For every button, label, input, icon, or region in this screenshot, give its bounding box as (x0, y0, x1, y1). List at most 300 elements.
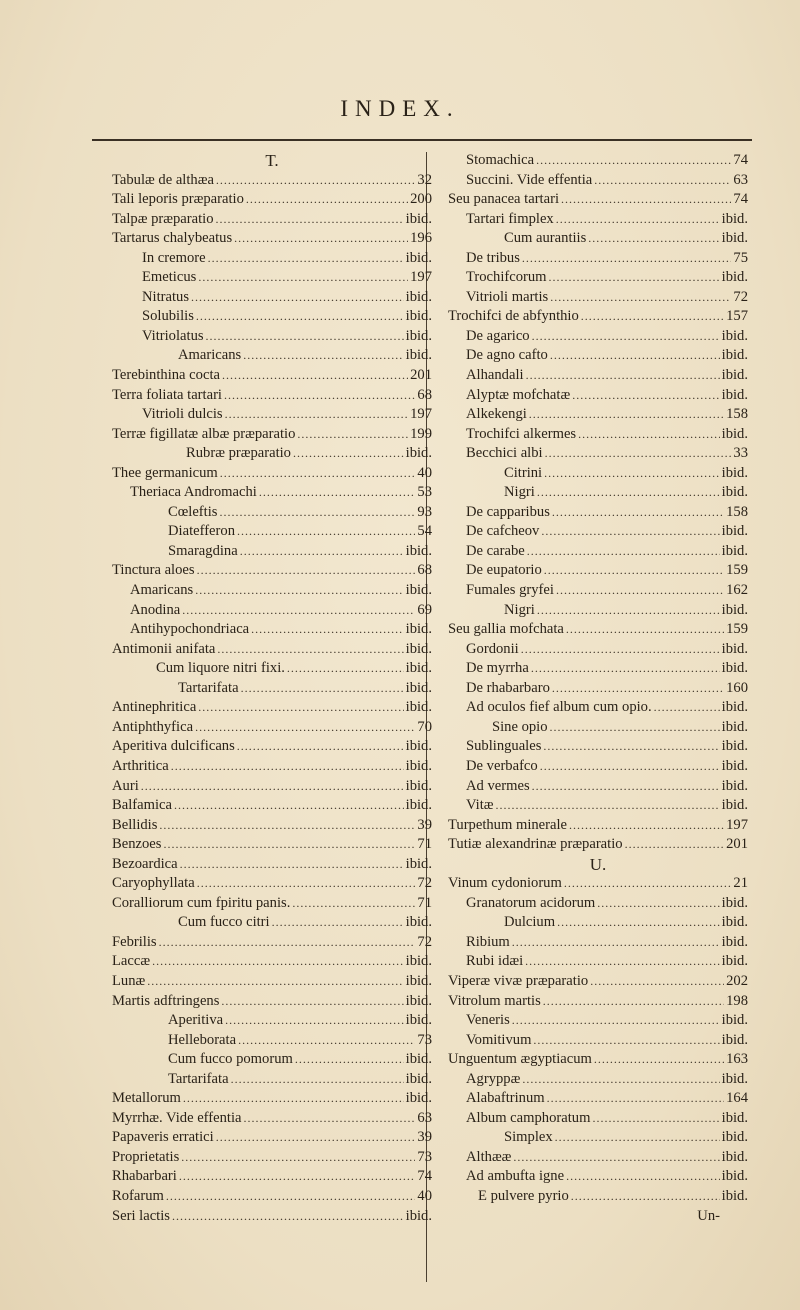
entry-term: De verbafco (466, 757, 538, 774)
entry-page: 159 (726, 621, 748, 638)
entry-term: In cremore (142, 249, 206, 266)
dot-leader (529, 405, 724, 425)
entry-page: 72 (733, 288, 748, 305)
dot-leader (221, 992, 403, 1012)
dot-leader (544, 464, 720, 484)
section-letter-label: T. (265, 151, 279, 170)
index-entry (448, 1167, 748, 1187)
dot-leader (183, 1089, 404, 1109)
entry-page: ibid. (405, 1051, 432, 1068)
dot-leader (522, 249, 731, 269)
index-entry (448, 777, 748, 797)
entry-page: ibid. (405, 1070, 432, 1087)
index-entry (448, 1089, 748, 1109)
entry-term: Granatorum acidorum (466, 894, 596, 911)
dot-leader (159, 816, 415, 836)
entry-page: ibid. (405, 542, 432, 559)
index-entry (448, 796, 748, 816)
left-column (112, 151, 432, 1226)
entry-term: Helleborata (168, 1031, 237, 1048)
index-entry (112, 1148, 432, 1168)
dot-leader (297, 425, 408, 445)
index-entry (112, 444, 432, 464)
index-entry (448, 190, 748, 210)
index-entry (448, 972, 748, 992)
entry-page: ibid. (405, 797, 432, 814)
entry-term: Emeticus (142, 269, 197, 286)
dot-leader (225, 1011, 404, 1031)
index-entry (112, 229, 432, 249)
index-entry (112, 1207, 432, 1227)
dot-leader (566, 620, 724, 640)
entry-page: 40 (417, 464, 432, 481)
index-entry (112, 796, 432, 816)
dot-leader (531, 659, 720, 679)
index-entry (112, 718, 432, 738)
index-entry (112, 581, 432, 601)
dot-leader (496, 796, 720, 816)
entry-page: 73 (417, 1148, 432, 1165)
dot-leader (513, 1148, 719, 1168)
entry-page: ibid. (721, 718, 748, 735)
index-entry (448, 1109, 748, 1129)
entry-term: Nigri (504, 484, 535, 501)
dot-leader (180, 855, 404, 875)
dot-leader (181, 1148, 415, 1168)
entry-term: Ad ambufta igne (466, 1168, 565, 1185)
dot-leader (259, 483, 416, 503)
entry-page: 53 (417, 484, 432, 501)
entry-term: De agarico (466, 327, 530, 344)
index-entry (448, 1070, 748, 1090)
index-entry (112, 601, 432, 621)
dot-leader (216, 171, 415, 191)
dot-leader (234, 229, 408, 249)
dot-leader (522, 1070, 719, 1090)
index-entry (448, 561, 748, 581)
entry-term: Vitriolatus (142, 327, 204, 344)
index-entry (448, 1128, 748, 1148)
index-entry (448, 1187, 748, 1207)
entry-page: 197 (726, 816, 748, 833)
entry-term: Trochifci de abfynthio (448, 308, 579, 325)
entry-term: De capparibus (466, 503, 550, 520)
index-entry (112, 405, 432, 425)
index-entry (112, 952, 432, 972)
index-entry (448, 737, 748, 757)
dot-leader (544, 561, 724, 581)
dot-leader (246, 190, 408, 210)
entry-page: ibid. (721, 1168, 748, 1185)
entry-page: ibid. (721, 367, 748, 384)
entry-term: Viperæ vivæ præparatio (448, 972, 589, 989)
dot-leader (537, 483, 720, 503)
entry-page: 74 (417, 1168, 432, 1185)
dot-leader (556, 581, 724, 601)
entry-page: ibid. (721, 523, 748, 540)
index-entry (112, 620, 432, 640)
dot-leader (179, 1167, 416, 1187)
entry-term: Terra foliata tartari (112, 386, 222, 403)
index-entry (112, 522, 432, 542)
entry-page: ibid. (405, 288, 432, 305)
entry-page: ibid. (721, 933, 748, 950)
dot-leader (569, 816, 724, 836)
entry-page: ibid. (721, 425, 748, 442)
index-entry (448, 151, 748, 171)
index-entry (448, 464, 748, 484)
entry-page: ibid. (405, 621, 432, 638)
dot-leader (552, 503, 724, 523)
entry-term: Tartarus chalybeatus (112, 230, 233, 247)
dot-leader (224, 386, 415, 406)
entry-page: 201 (410, 367, 432, 384)
index-entry (448, 933, 748, 953)
entry-term: Tutiæ alexandrinæ præparatio (448, 836, 623, 853)
index-entry (112, 464, 432, 484)
entry-term: Amaricans (130, 582, 194, 599)
entry-page: ibid. (721, 386, 748, 403)
dot-leader (581, 307, 724, 327)
index-entry (112, 503, 432, 523)
entry-page: ibid. (721, 269, 748, 286)
index-entry (448, 874, 748, 894)
dot-leader (237, 522, 415, 542)
entry-page: 75 (733, 249, 748, 266)
dot-leader (537, 601, 720, 621)
entry-term: Althææ (466, 1148, 512, 1165)
entry-term: Alyptæ mofchatæ (466, 386, 571, 403)
entry-term: De eupatorio (466, 562, 542, 579)
index-entry (112, 1070, 432, 1090)
dot-leader (541, 522, 719, 542)
dot-leader (564, 874, 732, 894)
entry-term: Turpethum minerale (448, 816, 568, 833)
entry-page: ibid. (721, 640, 748, 657)
entry-page: ibid. (405, 1012, 432, 1029)
entry-page: ibid. (721, 914, 748, 931)
index-entry (448, 483, 748, 503)
entry-term: Nigri (504, 601, 535, 618)
entry-term: Vitæ (466, 797, 494, 814)
entry-term: Lunæ (112, 972, 146, 989)
entry-term: Cum liquore nitri fixi. (156, 660, 285, 677)
entry-term: Martis adftringens (112, 992, 220, 1009)
entry-page: ibid. (405, 327, 432, 344)
index-entry (448, 952, 748, 972)
dot-leader (222, 366, 408, 386)
entry-page: 202 (726, 972, 748, 989)
entry-term: Papaveris erratici (112, 1129, 214, 1146)
dot-leader (556, 210, 720, 230)
entry-page: 39 (417, 816, 432, 833)
entry-page: 163 (726, 1051, 748, 1068)
dot-leader (171, 757, 404, 777)
entry-term: De myrrha (466, 660, 529, 677)
entry-term: De rhabarbaro (466, 679, 550, 696)
entry-page: ibid. (721, 797, 748, 814)
entry-page: 197 (410, 269, 432, 286)
entry-term: Bezoardica (112, 855, 178, 872)
index-entry (112, 933, 432, 953)
index-entry (112, 992, 432, 1012)
dot-leader (198, 268, 408, 288)
entry-term: Thee germanicum (112, 464, 218, 481)
index-entry (448, 327, 748, 347)
dot-leader (594, 1050, 724, 1070)
index-entry (448, 522, 748, 542)
entry-term: Aperitiva (168, 1012, 224, 1029)
index-entry (112, 1167, 432, 1187)
dot-leader (216, 1128, 416, 1148)
entry-page: 157 (726, 308, 748, 325)
dot-leader (594, 171, 731, 191)
entry-page: ibid. (405, 308, 432, 325)
index-entry (112, 386, 432, 406)
dot-leader (195, 718, 415, 738)
index-entry (112, 1031, 432, 1051)
entry-term: Becchici albi (466, 445, 543, 462)
entry-term: Trochifcorum (466, 269, 547, 286)
entry-page: 39 (417, 1129, 432, 1146)
dot-leader (159, 933, 416, 953)
index-entry (112, 346, 432, 366)
dot-leader (540, 757, 720, 777)
entry-term: Terebinthina cocta (112, 367, 220, 384)
entry-term: Metallorum (112, 1090, 181, 1107)
index-entry (448, 229, 748, 249)
dot-leader (527, 542, 720, 562)
entry-term: Album camphoratum (466, 1109, 591, 1126)
entry-term: Benzoes (112, 836, 162, 853)
dot-leader (141, 777, 404, 797)
index-entry (112, 327, 432, 347)
dot-leader (237, 737, 404, 757)
entry-term: Agryppæ (466, 1070, 521, 1087)
dot-leader (550, 288, 731, 308)
entry-page: 160 (726, 679, 748, 696)
entry-page: 162 (726, 582, 748, 599)
entry-page: 200 (410, 191, 432, 208)
entry-term: Bellidis (112, 816, 158, 833)
section-letter (448, 855, 748, 875)
entry-page: ibid. (405, 582, 432, 599)
entry-term: Ad oculos fief album cum opio. (466, 699, 652, 716)
entry-term: Myrrhæ. Vide effentia (112, 1109, 242, 1126)
entry-page: ibid. (721, 777, 748, 794)
entry-term: Sublinguales (466, 738, 542, 755)
entry-page: 74 (733, 152, 748, 168)
entry-page: 72 (417, 875, 432, 892)
entry-term: Alkekengi (466, 406, 527, 423)
entry-page: 54 (417, 523, 432, 540)
entry-term: Terræ figillatæ albæ præparatio (112, 425, 296, 442)
entry-term: Aperitiva dulcificans (112, 738, 235, 755)
dot-leader (243, 346, 403, 366)
dot-leader (526, 366, 720, 386)
dot-leader (545, 444, 732, 464)
index-entry (112, 1128, 432, 1148)
dot-leader (216, 210, 404, 230)
dot-leader (166, 1187, 416, 1207)
dot-leader (197, 874, 416, 894)
entry-page: ibid. (405, 640, 432, 657)
dot-leader (219, 503, 415, 523)
index-entry (448, 542, 748, 562)
entry-page: ibid. (721, 699, 748, 716)
index-entry (448, 816, 748, 836)
entry-term: Nitratus (142, 288, 190, 305)
entry-page: ibid. (721, 1148, 748, 1165)
entry-page: 69 (417, 601, 432, 618)
dot-leader (206, 327, 404, 347)
index-entry (448, 386, 748, 406)
index-entry (448, 581, 748, 601)
entry-page: 70 (417, 718, 432, 735)
dot-leader (550, 718, 720, 738)
dot-leader (532, 327, 720, 347)
entry-page: 71 (417, 894, 432, 911)
dot-leader (555, 1128, 720, 1148)
index-entry (448, 503, 748, 523)
index-entry (112, 1050, 432, 1070)
index-entry (112, 1187, 432, 1207)
index-entry (112, 659, 432, 679)
dot-leader (292, 894, 415, 914)
right-column (448, 151, 748, 1226)
index-entry (112, 913, 432, 933)
entry-page: ibid. (721, 660, 748, 677)
entry-term: Alhandali (466, 367, 524, 384)
entry-term: Rofarum (112, 1187, 164, 1204)
dot-leader (172, 1207, 404, 1227)
entry-term: Cum fucco citri (178, 914, 270, 931)
index-entry (112, 366, 432, 386)
entry-page: 72 (417, 933, 432, 950)
index-entry (112, 307, 432, 327)
index-entry (112, 542, 432, 562)
entry-page: 68 (417, 562, 432, 579)
dot-leader (597, 894, 719, 914)
entry-term: Proprietatis (112, 1148, 180, 1165)
entry-term: Antihypochondriaca (130, 621, 250, 638)
entry-term: Amaricans (178, 347, 242, 364)
dot-leader (512, 1011, 720, 1031)
dot-leader (198, 698, 403, 718)
entry-term: Auri (112, 777, 139, 794)
entry-page: 93 (417, 503, 432, 520)
index-entry (112, 249, 432, 269)
entry-page: ibid. (405, 1207, 432, 1224)
index-entry (112, 816, 432, 836)
dot-leader (543, 992, 724, 1012)
entry-page: 71 (417, 836, 432, 853)
entry-term: Arthritica (112, 757, 169, 774)
entry-term: Seri lactis (112, 1207, 170, 1224)
dot-leader (536, 151, 731, 171)
entry-page: 73 (417, 1031, 432, 1048)
entry-page: 158 (726, 406, 748, 423)
dot-leader (566, 1167, 720, 1187)
entry-page: ibid. (405, 914, 432, 931)
index-entry (112, 288, 432, 308)
dot-leader (240, 542, 404, 562)
dot-leader (543, 737, 719, 757)
index-entry (448, 679, 748, 699)
entry-page: ibid. (721, 210, 748, 227)
entry-page: ibid. (721, 230, 748, 247)
entry-term: Vomitivum (466, 1031, 532, 1048)
dot-leader (272, 913, 404, 933)
entry-term: Cum fucco pomorum (168, 1051, 293, 1068)
entry-page: ibid. (721, 757, 748, 774)
dot-leader (174, 796, 404, 816)
dot-leader (244, 1109, 416, 1129)
entry-page: 199 (410, 425, 432, 442)
dot-leader (163, 835, 415, 855)
entry-term: Citrini (504, 464, 543, 481)
entry-page: ibid. (405, 1090, 432, 1107)
entry-term: Seu gallia mofchata (448, 621, 564, 638)
entry-term: Talpæ præparatio (112, 210, 214, 227)
catchword (448, 1207, 748, 1227)
entry-term: Succini. Vide effentia (466, 171, 593, 188)
entry-term: Antimonii anifata (112, 640, 216, 657)
dot-leader (532, 777, 720, 797)
entry-term: Vinum cydoniorum (448, 875, 562, 892)
entry-page: ibid. (721, 1187, 748, 1204)
entry-term: De carabe (466, 542, 525, 559)
entry-page: ibid. (721, 953, 748, 970)
entry-page: ibid. (721, 484, 748, 501)
entry-page: ibid. (405, 777, 432, 794)
entry-page: 68 (417, 386, 432, 403)
index-entry (448, 1031, 748, 1051)
dot-leader (588, 229, 719, 249)
entry-term: Theriaca Andromachi (130, 484, 257, 501)
entry-term: Tartarifata (178, 679, 239, 696)
entry-page: ibid. (721, 601, 748, 618)
dot-leader (590, 972, 724, 992)
index-entry (448, 640, 748, 660)
entry-page: 32 (417, 171, 432, 188)
index-entry (448, 405, 748, 425)
entry-term: Rhabarbari (112, 1168, 177, 1185)
index-entry (448, 835, 748, 855)
entry-term: Seu panacea tartari (448, 191, 560, 208)
dot-leader (654, 698, 720, 718)
dot-leader (197, 561, 416, 581)
index-entry (112, 972, 432, 992)
dot-leader (152, 952, 404, 972)
index-entry (448, 718, 748, 738)
entry-term: Balfamica (112, 797, 172, 814)
entry-term: Fumales gryfei (466, 582, 554, 599)
entry-page: ibid. (721, 894, 748, 911)
dot-leader (195, 581, 403, 601)
entry-page: ibid. (405, 347, 432, 364)
dot-leader (561, 190, 731, 210)
index-entry (448, 894, 748, 914)
entry-term: Tartari fimplex (466, 210, 554, 227)
entry-page: ibid. (405, 738, 432, 755)
index-entry (448, 346, 748, 366)
index-entry (112, 1011, 432, 1031)
entry-term: Tabulæ de althæa (112, 171, 214, 188)
entry-page: ibid. (405, 953, 432, 970)
dot-leader (547, 1089, 724, 1109)
entry-term: Unguentum ægyptiacum (448, 1051, 592, 1068)
